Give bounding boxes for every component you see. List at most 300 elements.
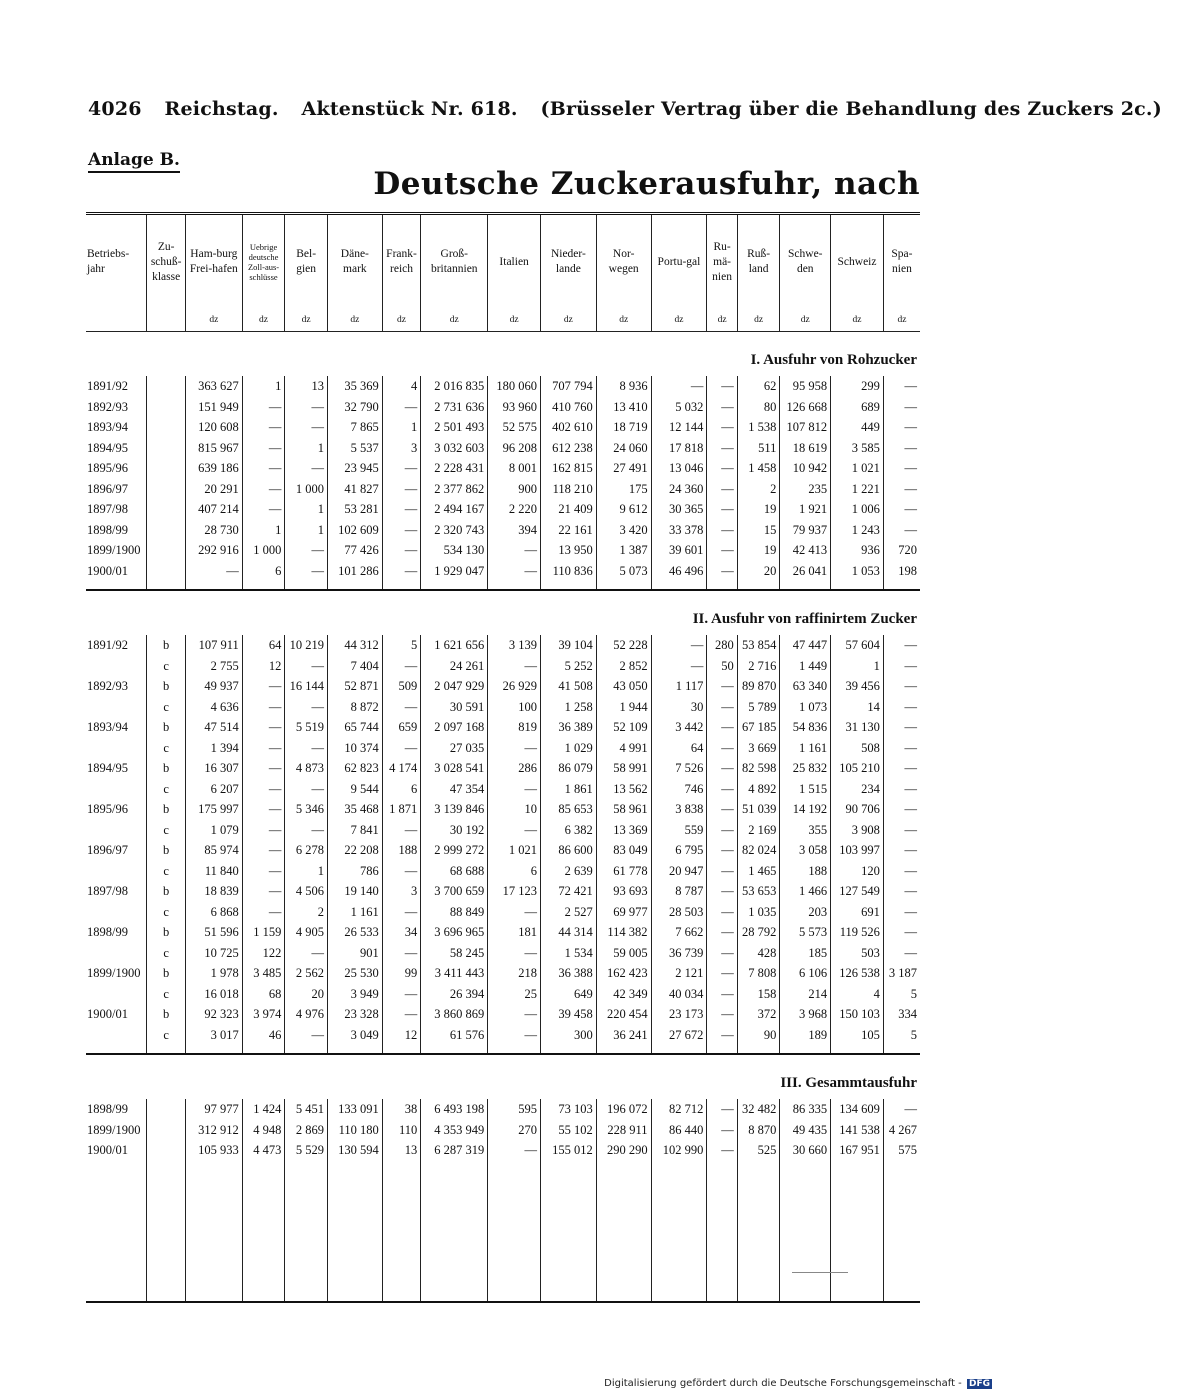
- table-cell: 1 466: [780, 881, 831, 902]
- table-cell: 31 130: [831, 717, 884, 738]
- table-cell: —: [883, 922, 920, 943]
- table-cell: —: [488, 902, 541, 923]
- table-cell: —: [285, 540, 328, 561]
- table-row: [86, 1025, 920, 1046]
- table-cell: 20 947: [651, 861, 707, 882]
- table-row: [86, 1004, 920, 1025]
- table-cell: —: [382, 458, 421, 479]
- table-cell: 1 079: [185, 820, 242, 841]
- column-unit: dz: [831, 309, 884, 332]
- table-cell: —: [883, 635, 920, 656]
- table-cell: 1: [285, 438, 328, 459]
- table-cell: 689: [831, 397, 884, 418]
- table-cell: 1 073: [780, 697, 831, 718]
- table-cell: —: [488, 738, 541, 759]
- table-cell: 4 905: [285, 922, 328, 943]
- table-cell: —: [707, 881, 737, 902]
- table-cell: —: [883, 458, 920, 479]
- table-cell: 2: [737, 479, 780, 500]
- table-row: [86, 561, 920, 582]
- table-cell: 82 024: [737, 840, 780, 861]
- table-row: [86, 540, 920, 561]
- table-row: [86, 635, 920, 656]
- table-cell: —: [883, 820, 920, 841]
- table-cell: —: [707, 376, 737, 397]
- table-cell: 97 977: [185, 1099, 242, 1120]
- table-cell: —: [707, 758, 737, 779]
- table-cell: —: [707, 397, 737, 418]
- table-cell: c: [147, 820, 186, 841]
- table-cell: 52 871: [327, 676, 382, 697]
- table-cell: 3: [382, 438, 421, 459]
- table-cell: 59 005: [596, 943, 651, 964]
- table-cell: b: [147, 1004, 186, 1025]
- table-cell: 509: [382, 676, 421, 697]
- table-cell: 1898/99: [87, 1102, 128, 1116]
- table-cell: b: [147, 635, 186, 656]
- table-cell: 13 369: [596, 820, 651, 841]
- table-cell: 57 604: [831, 635, 884, 656]
- table-cell: 1895/96: [87, 802, 128, 816]
- table-cell: 35 369: [327, 376, 382, 397]
- table-cell: 407 214: [185, 499, 242, 520]
- table-cell: —: [707, 1099, 737, 1120]
- table-cell: 503: [831, 943, 884, 964]
- table-cell: 27 035: [421, 738, 488, 759]
- header-reichstag: Reichstag.: [164, 98, 279, 120]
- table-cell: [147, 540, 186, 561]
- table-cell: —: [707, 1140, 737, 1161]
- table-cell: 3 420: [596, 520, 651, 541]
- table-cell: 214: [780, 984, 831, 1005]
- table-cell: 1891/92: [87, 379, 128, 393]
- table-cell: 1898/99: [87, 925, 128, 939]
- table-cell: —: [285, 697, 328, 718]
- header-aktenstueck: Aktenstück Nr. 618.: [301, 98, 518, 120]
- table-cell: 105 933: [185, 1140, 242, 1161]
- table-cell: 2 869: [285, 1120, 328, 1141]
- table-cell: 23 173: [651, 1004, 707, 1025]
- table-cell: 63 340: [780, 676, 831, 697]
- table-cell: 62: [737, 376, 780, 397]
- table-cell: c: [147, 656, 186, 677]
- table-row: [86, 963, 920, 984]
- table-cell: —: [883, 417, 920, 438]
- table-cell: —: [382, 656, 421, 677]
- table-cell: —: [707, 922, 737, 943]
- table-cell: [147, 499, 186, 520]
- table-cell: 88 849: [421, 902, 488, 923]
- table-cell: 936: [831, 540, 884, 561]
- table-cell: 42 349: [596, 984, 651, 1005]
- table-cell: 3 028 541: [421, 758, 488, 779]
- table-cell: 8 001: [488, 458, 541, 479]
- table-cell: 1 449: [780, 656, 831, 677]
- table-cell: [86, 1025, 147, 1046]
- column-unit: dz: [285, 309, 328, 332]
- table-cell: 7 865: [327, 417, 382, 438]
- table-cell: [147, 438, 186, 459]
- table-cell: 2 047 929: [421, 676, 488, 697]
- table-cell: 218: [488, 963, 541, 984]
- table-cell: —: [883, 779, 920, 800]
- table-cell: 102 609: [327, 520, 382, 541]
- table-cell: [86, 656, 147, 677]
- table-cell: 58 961: [596, 799, 651, 820]
- table-cell: 158: [737, 984, 780, 1005]
- table-title: Deutsche Zuckerausfuhr, nach: [373, 166, 920, 202]
- table-row: [86, 376, 920, 397]
- table-row: [86, 520, 920, 541]
- column-header: Schweiz: [831, 215, 884, 309]
- table-cell: 18 619: [780, 438, 831, 459]
- table-cell: 42 413: [780, 540, 831, 561]
- table-cell: —: [285, 779, 328, 800]
- table-cell: —: [382, 499, 421, 520]
- table-cell: 1892/93: [87, 399, 128, 414]
- page-number: 4026: [88, 98, 142, 120]
- table-cell: —: [382, 820, 421, 841]
- digitization-footer: [604, 1378, 992, 1389]
- table-cell: 39 601: [651, 540, 707, 561]
- table-cell: 1 387: [596, 540, 651, 561]
- table-cell: 8 936: [596, 376, 651, 397]
- table-cell: 52 575: [488, 417, 541, 438]
- table-cell: —: [707, 520, 737, 541]
- column-unit: dz: [242, 309, 285, 332]
- table-cell: 50: [707, 656, 737, 677]
- table-cell: 43 050: [596, 676, 651, 697]
- table-row: [86, 397, 920, 418]
- column-header: Ham-burg Frei-hafen: [185, 215, 242, 309]
- table-cell: 786: [327, 861, 382, 882]
- table-cell: 25: [488, 984, 541, 1005]
- table-cell: 49 435: [780, 1120, 831, 1141]
- table-cell: 290 290: [596, 1140, 651, 1161]
- table-cell: —: [707, 458, 737, 479]
- table-cell: —: [382, 984, 421, 1005]
- table-cell: 20: [737, 561, 780, 582]
- table-cell: 120 608: [185, 417, 242, 438]
- table-cell: 334: [883, 1004, 920, 1025]
- table-cell: 30 365: [651, 499, 707, 520]
- table-cell: 1 117: [651, 676, 707, 697]
- table-cell: 49 937: [185, 676, 242, 697]
- table-cell: 4: [831, 984, 884, 1005]
- table-cell: 89 870: [737, 676, 780, 697]
- table-cell: 24 360: [651, 479, 707, 500]
- table-cell: —: [651, 656, 707, 677]
- annex-label: Anlage B.: [88, 150, 180, 173]
- table-cell: —: [242, 717, 285, 738]
- column-header: Nor-wegen: [596, 215, 651, 309]
- table-cell: —: [707, 676, 737, 697]
- table-cell: 110 180: [327, 1120, 382, 1141]
- section-title: II. Ausfuhr von raffinirtem Zucker: [692, 611, 917, 627]
- table-cell: 162 423: [596, 963, 651, 984]
- table-cell: 55 102: [540, 1120, 596, 1141]
- table-cell: —: [242, 902, 285, 923]
- page-header: [88, 98, 1162, 120]
- table-cell: 14 192: [780, 799, 831, 820]
- table-cell: 151 949: [185, 397, 242, 418]
- table-cell: 4 976: [285, 1004, 328, 1025]
- column-unit: dz: [596, 309, 651, 332]
- table-cell: 13 562: [596, 779, 651, 800]
- table-cell: 162 815: [540, 458, 596, 479]
- table-cell: 1 929 047: [421, 561, 488, 582]
- table-row: [86, 984, 920, 1005]
- table-cell: 746: [651, 779, 707, 800]
- table-row: [86, 1120, 920, 1141]
- table-cell: b: [147, 717, 186, 738]
- table-cell: 36 241: [596, 1025, 651, 1046]
- table-cell: 1: [285, 861, 328, 882]
- table-cell: 53 281: [327, 499, 382, 520]
- table-cell: —: [883, 943, 920, 964]
- table-cell: 1893/94: [87, 720, 128, 734]
- column-header: Ruß-land: [737, 215, 780, 309]
- table-cell: —: [707, 963, 737, 984]
- table-cell: 5 346: [285, 799, 328, 820]
- table-cell: 3 187: [883, 963, 920, 984]
- table-cell: 11 840: [185, 861, 242, 882]
- table-cell: 30 192: [421, 820, 488, 841]
- table-cell: 51 039: [737, 799, 780, 820]
- table-cell: 3 017: [185, 1025, 242, 1046]
- table-cell: 10 219: [285, 635, 328, 656]
- table-cell: 299: [831, 376, 884, 397]
- table-cell: 612 238: [540, 438, 596, 459]
- table-cell: 1 978: [185, 963, 242, 984]
- table-row: [86, 499, 920, 520]
- table-cell: 6 287 319: [421, 1140, 488, 1161]
- table-cell: 3 139: [488, 635, 541, 656]
- table-cell: 44 312: [327, 635, 382, 656]
- table-cell: 8 870: [737, 1120, 780, 1141]
- table-cell: 2 169: [737, 820, 780, 841]
- table-cell: 2 228 431: [421, 458, 488, 479]
- table-cell: 181: [488, 922, 541, 943]
- column-header: Frank-reich: [382, 215, 421, 309]
- table-cell: 30 591: [421, 697, 488, 718]
- table-cell: —: [285, 656, 328, 677]
- column-unit: dz: [421, 309, 488, 332]
- table-cell: 13 950: [540, 540, 596, 561]
- table-cell: 119 526: [831, 922, 884, 943]
- table-cell: 3 838: [651, 799, 707, 820]
- table-cell: 19 140: [327, 881, 382, 902]
- table-cell: 18 839: [185, 881, 242, 902]
- table-cell: 819: [488, 717, 541, 738]
- table-row: [86, 479, 920, 500]
- table-cell: 12 144: [651, 417, 707, 438]
- table-cell: 691: [831, 902, 884, 923]
- table-row: [86, 779, 920, 800]
- table-cell: 103 997: [831, 840, 884, 861]
- table-cell: 7 662: [651, 922, 707, 943]
- table-cell: 6 382: [540, 820, 596, 841]
- table-cell: 3 411 443: [421, 963, 488, 984]
- table-cell: 46 496: [651, 561, 707, 582]
- table-row: [86, 458, 920, 479]
- table-cell: 32 790: [327, 397, 382, 418]
- table-cell: —: [285, 738, 328, 759]
- table-cell: 15: [737, 520, 780, 541]
- table-cell: 4 506: [285, 881, 328, 902]
- table-cell: —: [285, 458, 328, 479]
- column-unit: dz: [651, 309, 707, 332]
- table-cell: 5: [883, 1025, 920, 1046]
- table-cell: 508: [831, 738, 884, 759]
- table-cell: 80: [737, 397, 780, 418]
- table-cell: 33 378: [651, 520, 707, 541]
- table-cell: —: [242, 499, 285, 520]
- table-cell: 1899/1900: [87, 1122, 141, 1137]
- table-cell: 13: [382, 1140, 421, 1161]
- table-cell: 41 827: [327, 479, 382, 500]
- table-cell: 24 261: [421, 656, 488, 677]
- table-cell: [147, 1120, 186, 1141]
- table-cell: —: [707, 984, 737, 1005]
- table-cell: 575: [883, 1140, 920, 1161]
- table-cell: 127 549: [831, 881, 884, 902]
- table-cell: —: [707, 561, 737, 582]
- table-cell: 53 653: [737, 881, 780, 902]
- table-cell: 292 916: [185, 540, 242, 561]
- table-cell: 133 091: [327, 1099, 382, 1120]
- table-cell: 1893/94: [87, 420, 128, 434]
- table-cell: 95 958: [780, 376, 831, 397]
- table-cell: 1 621 656: [421, 635, 488, 656]
- table-cell: —: [883, 738, 920, 759]
- table-cell: 26 533: [327, 922, 382, 943]
- table-cell: —: [488, 561, 541, 582]
- table-cell: 1 021: [831, 458, 884, 479]
- sugar-export-table: [86, 212, 920, 1303]
- table-cell: 402 610: [540, 417, 596, 438]
- table-cell: 1897/98: [87, 884, 128, 898]
- table-cell: —: [707, 779, 737, 800]
- table-cell: 7 841: [327, 820, 382, 841]
- table-cell: 1899/1900: [87, 966, 141, 980]
- table-cell: 101 286: [327, 561, 382, 582]
- table-cell: 107 812: [780, 417, 831, 438]
- table-cell: 86 079: [540, 758, 596, 779]
- table-row: [86, 1140, 920, 1161]
- table-cell: 2 016 835: [421, 376, 488, 397]
- table-cell: 1 161: [780, 738, 831, 759]
- table-cell: —: [883, 499, 920, 520]
- table-cell: —: [883, 520, 920, 541]
- table-cell: 2 097 168: [421, 717, 488, 738]
- table-cell: —: [707, 438, 737, 459]
- table-cell: 58 991: [596, 758, 651, 779]
- table-cell: 19: [737, 540, 780, 561]
- table-cell: 1 424: [242, 1099, 285, 1120]
- table-cell: 36 388: [540, 963, 596, 984]
- table-cell: 86 335: [780, 1099, 831, 1120]
- table-cell: 52 109: [596, 717, 651, 738]
- table-cell: 105 210: [831, 758, 884, 779]
- table-cell: 110: [382, 1120, 421, 1141]
- table-cell: —: [242, 799, 285, 820]
- table-cell: 73 103: [540, 1099, 596, 1120]
- table-cell: 16 018: [185, 984, 242, 1005]
- table-cell: [147, 1140, 186, 1161]
- table-cell: 5: [883, 984, 920, 1005]
- table-cell: —: [707, 943, 737, 964]
- table-cell: 5 519: [285, 717, 328, 738]
- table-cell: 198: [883, 561, 920, 582]
- table-cell: b: [147, 799, 186, 820]
- table-cell: 220 454: [596, 1004, 651, 1025]
- table-cell: 2 501 493: [421, 417, 488, 438]
- table-cell: 25 530: [327, 963, 382, 984]
- table-cell: [86, 943, 147, 964]
- table-cell: —: [382, 540, 421, 561]
- table-cell: 1 921: [780, 499, 831, 520]
- table-cell: 3 700 659: [421, 881, 488, 902]
- table-cell: 1: [242, 376, 285, 397]
- table-cell: 68: [242, 984, 285, 1005]
- table-cell: —: [883, 902, 920, 923]
- table-cell: 22 161: [540, 520, 596, 541]
- table-cell: 6 795: [651, 840, 707, 861]
- table-cell: —: [242, 840, 285, 861]
- table-cell: 36 389: [540, 717, 596, 738]
- table-cell: 44 314: [540, 922, 596, 943]
- table-cell: 1 538: [737, 417, 780, 438]
- table-cell: 9 544: [327, 779, 382, 800]
- table-cell: —: [707, 902, 737, 923]
- table-cell: 3 860 869: [421, 1004, 488, 1025]
- table-row: [86, 717, 920, 738]
- table-cell: 2 562: [285, 963, 328, 984]
- table-row: [86, 656, 920, 677]
- table-cell: b: [147, 881, 186, 902]
- table-cell: 17 123: [488, 881, 541, 902]
- table-cell: —: [242, 676, 285, 697]
- table-cell: [147, 376, 186, 397]
- table-cell: 1 458: [737, 458, 780, 479]
- table-cell: 61 778: [596, 861, 651, 882]
- table-cell: 1 006: [831, 499, 884, 520]
- table-cell: 1896/97: [87, 843, 128, 857]
- table-cell: 19: [737, 499, 780, 520]
- table-cell: —: [488, 1140, 541, 1161]
- table-cell: 90: [737, 1025, 780, 1046]
- table-cell: 114 382: [596, 922, 651, 943]
- table-cell: 10 725: [185, 943, 242, 964]
- table-cell: —: [707, 840, 737, 861]
- table-cell: 27 491: [596, 458, 651, 479]
- table-cell: 79 937: [780, 520, 831, 541]
- table-cell: 27 672: [651, 1025, 707, 1046]
- table-cell: —: [285, 1025, 328, 1046]
- table-cell: —: [707, 479, 737, 500]
- table-cell: 428: [737, 943, 780, 964]
- table-cell: 2 527: [540, 902, 596, 923]
- table-cell: —: [883, 861, 920, 882]
- header-subject: (Brüsseler Vertrag über die Behandlung des Zuckers 2c.): [540, 98, 1162, 120]
- table-cell: 77 426: [327, 540, 382, 561]
- table-cell: 2 755: [185, 656, 242, 677]
- table-cell: 1 221: [831, 479, 884, 500]
- table-cell: —: [707, 1120, 737, 1141]
- table-cell: 188: [382, 840, 421, 861]
- column-unit: [86, 309, 147, 332]
